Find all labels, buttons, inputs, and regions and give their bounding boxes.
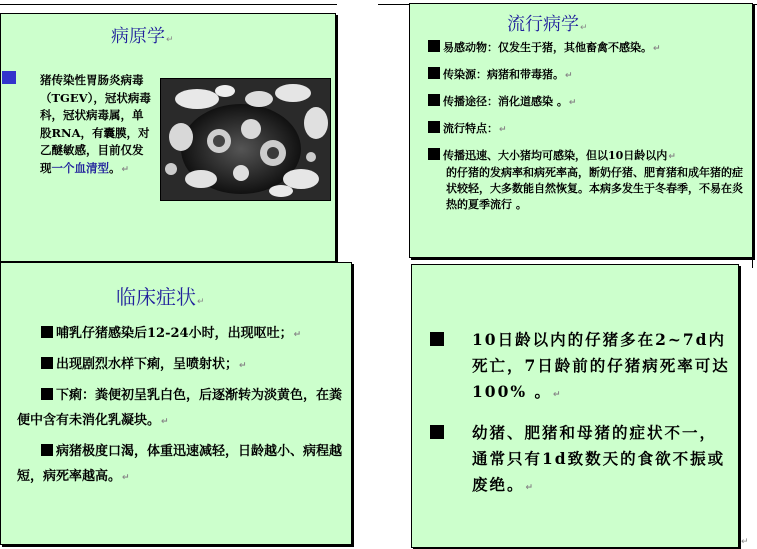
panel-epidemiology bbox=[409, 3, 753, 258]
list-item: 10日龄以内的仔猪多在2~7d内死亡，7日龄前的仔猪病死率可达100% 。↵ bbox=[430, 327, 730, 408]
virus-micrograph-image bbox=[160, 78, 331, 201]
mortality-list bbox=[430, 327, 730, 513]
list-item: 易感动物：仅发生于猪，其他畜禽不感染。↵ bbox=[428, 40, 748, 57]
bullet-icon bbox=[428, 94, 440, 106]
bullet-icon bbox=[41, 388, 53, 400]
panel-title: 流行病学↵ bbox=[507, 14, 588, 35]
list-item: 病猪极度口渴，体重迅速减轻，日龄越小、病程越短，病死率越高。↵ bbox=[17, 444, 343, 484]
bullet-icon bbox=[428, 148, 440, 160]
bullet-icon bbox=[41, 357, 53, 369]
panel-mortality bbox=[411, 264, 739, 548]
list-item: 哺乳仔猪感染后12-24小时，出现呕吐；↵ bbox=[17, 321, 349, 348]
divider-line bbox=[752, 258, 753, 268]
pathogen-text: 猪传染性胃肠炎病毒（TGEV），冠状病毒科，冠状病毒属，单股RNA，有囊膜，对乙醚敏感，目前仅发现一个血清型。↵ bbox=[40, 73, 151, 175]
bullet-icon bbox=[430, 332, 444, 346]
bullet-icon bbox=[41, 444, 53, 456]
bullet-icon bbox=[428, 121, 440, 133]
list-item: 下痢：粪便初呈乳白色，后逐渐转为淡黄色，在粪便中含有未消化乳凝块。↵ bbox=[17, 388, 343, 428]
list-item: 出现剧烈水样下痢，呈喷射状；↵ bbox=[17, 352, 349, 379]
panel-symptoms bbox=[0, 262, 352, 545]
bullet-icon bbox=[428, 67, 440, 79]
list-item: 流行特点：↵ bbox=[428, 121, 748, 138]
list-item: 传播途径：消化道感染 。↵ bbox=[428, 94, 748, 111]
epidemiology-list bbox=[428, 40, 748, 223]
symptoms-list bbox=[17, 321, 349, 495]
panel-pathogen bbox=[0, 13, 336, 262]
list-item: 传染源：病猪和带毒猪。↵ bbox=[428, 67, 748, 84]
bullet-icon bbox=[430, 425, 444, 439]
bullet-icon bbox=[428, 40, 440, 52]
panel-title: 病原学↵ bbox=[111, 26, 174, 47]
end-mark: ↵ bbox=[741, 537, 749, 547]
serotype-highlight: 一个血清型 bbox=[51, 160, 109, 175]
bullet-icon bbox=[41, 326, 53, 338]
list-item: 幼猪、肥猪和母猪的症状不一，通常只有1d致数天的食欲不振或废绝。↵ bbox=[430, 420, 730, 501]
panel-title: 临床症状↵ bbox=[116, 285, 205, 309]
list-item: 传播迅速、大小猪均可感染，但以10日龄以内↵ 的仔猪的发病率和病死率高，断奶仔猪、肥育猪和成年猪的症状较轻，大多数能自然恢复。本病多发生于冬春季，不易在炎热的夏季流行 。 bbox=[428, 148, 748, 213]
top-border-left bbox=[0, 0, 337, 5]
bullet-square-icon bbox=[2, 71, 16, 84]
